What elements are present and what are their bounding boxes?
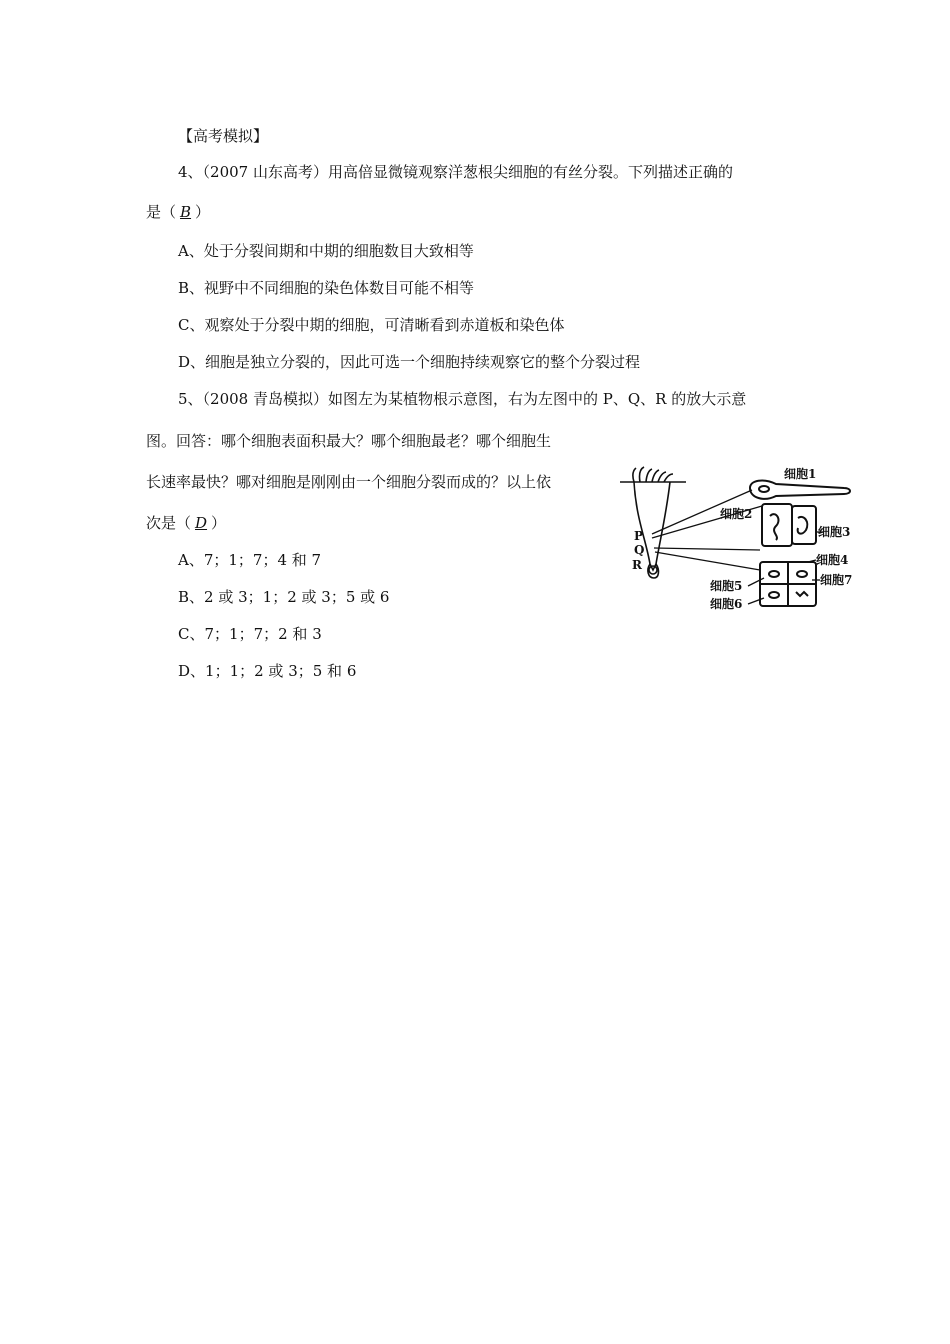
q5-stem-prefix: 次是（: [146, 514, 192, 532]
q5-option-c: C、7；1；7；2 和 3: [178, 625, 322, 643]
root-cell-diagram: [612, 458, 872, 620]
q5-option-b: B、2 或 3；1；2 或 3；5 或 6: [178, 588, 390, 606]
q5-stem-line2: 图。回答：哪个细胞表面积最大？哪个细胞最老？哪个细胞生: [146, 432, 552, 450]
label-cell-2: 细胞2: [720, 507, 753, 521]
root-diagram: [620, 467, 686, 578]
section-title: 【高考模拟】: [178, 127, 269, 145]
leader-lines: [652, 490, 762, 570]
label-cell-5: 细胞5: [710, 579, 743, 593]
label-cell-6: 细胞6: [710, 597, 743, 611]
q5-answer: D: [195, 514, 208, 532]
q5-stem-line3: 长速率最快？哪对细胞是刚刚由一个细胞分裂而成的？以上依: [146, 473, 552, 491]
q4-stem-suffix: ）: [195, 203, 211, 221]
q5-option-d: D、1；1；2 或 3；5 和 6: [178, 662, 357, 680]
q4-option-b: B、视野中不同细胞的染色体数目可能不相等: [178, 279, 475, 297]
cells-4-7: [760, 562, 816, 606]
pointers-cells-4-7: [748, 560, 820, 604]
label-p: P: [634, 529, 644, 543]
q4-option-d: D、细胞是独立分裂的，因此可选一个细胞持续观察它的整个分裂过程: [178, 353, 641, 371]
q5-stem-suffix: ）: [211, 514, 227, 532]
label-cell-7: 细胞7: [820, 573, 853, 587]
q4-stem-line1: 4、（2007 山东高考）用高倍显微镜观察洋葱根尖细胞的有丝分裂。下列描述正确的: [178, 163, 733, 181]
q5-stem-line4: [146, 513, 226, 533]
q5-stem-line1: 5、（2008 青岛模拟）如图左为某植物根示意图，右为左图中的 P、Q、R 的放大示意: [178, 390, 747, 408]
label-cell-1: 细胞1: [784, 467, 817, 481]
q4-option-a: A、处于分裂间期和中期的细胞数目大致相等: [178, 242, 474, 260]
q4-stem-prefix: 是（: [146, 203, 177, 221]
q5-option-a: A、7；1；7；4 和 7: [178, 551, 322, 569]
label-cell-4: 细胞4: [816, 553, 849, 567]
q4-answer: B: [180, 203, 192, 221]
label-q: Q: [634, 543, 645, 557]
q4-option-c: C、观察处于分裂中期的细胞，可清晰看到赤道板和染色体: [178, 316, 565, 334]
label-r: R: [632, 558, 642, 572]
cells-2-3: [762, 504, 816, 546]
q4-stem-line2: [146, 202, 210, 222]
cell-1-root-hair: [750, 481, 850, 499]
label-cell-3: 细胞3: [818, 525, 851, 539]
